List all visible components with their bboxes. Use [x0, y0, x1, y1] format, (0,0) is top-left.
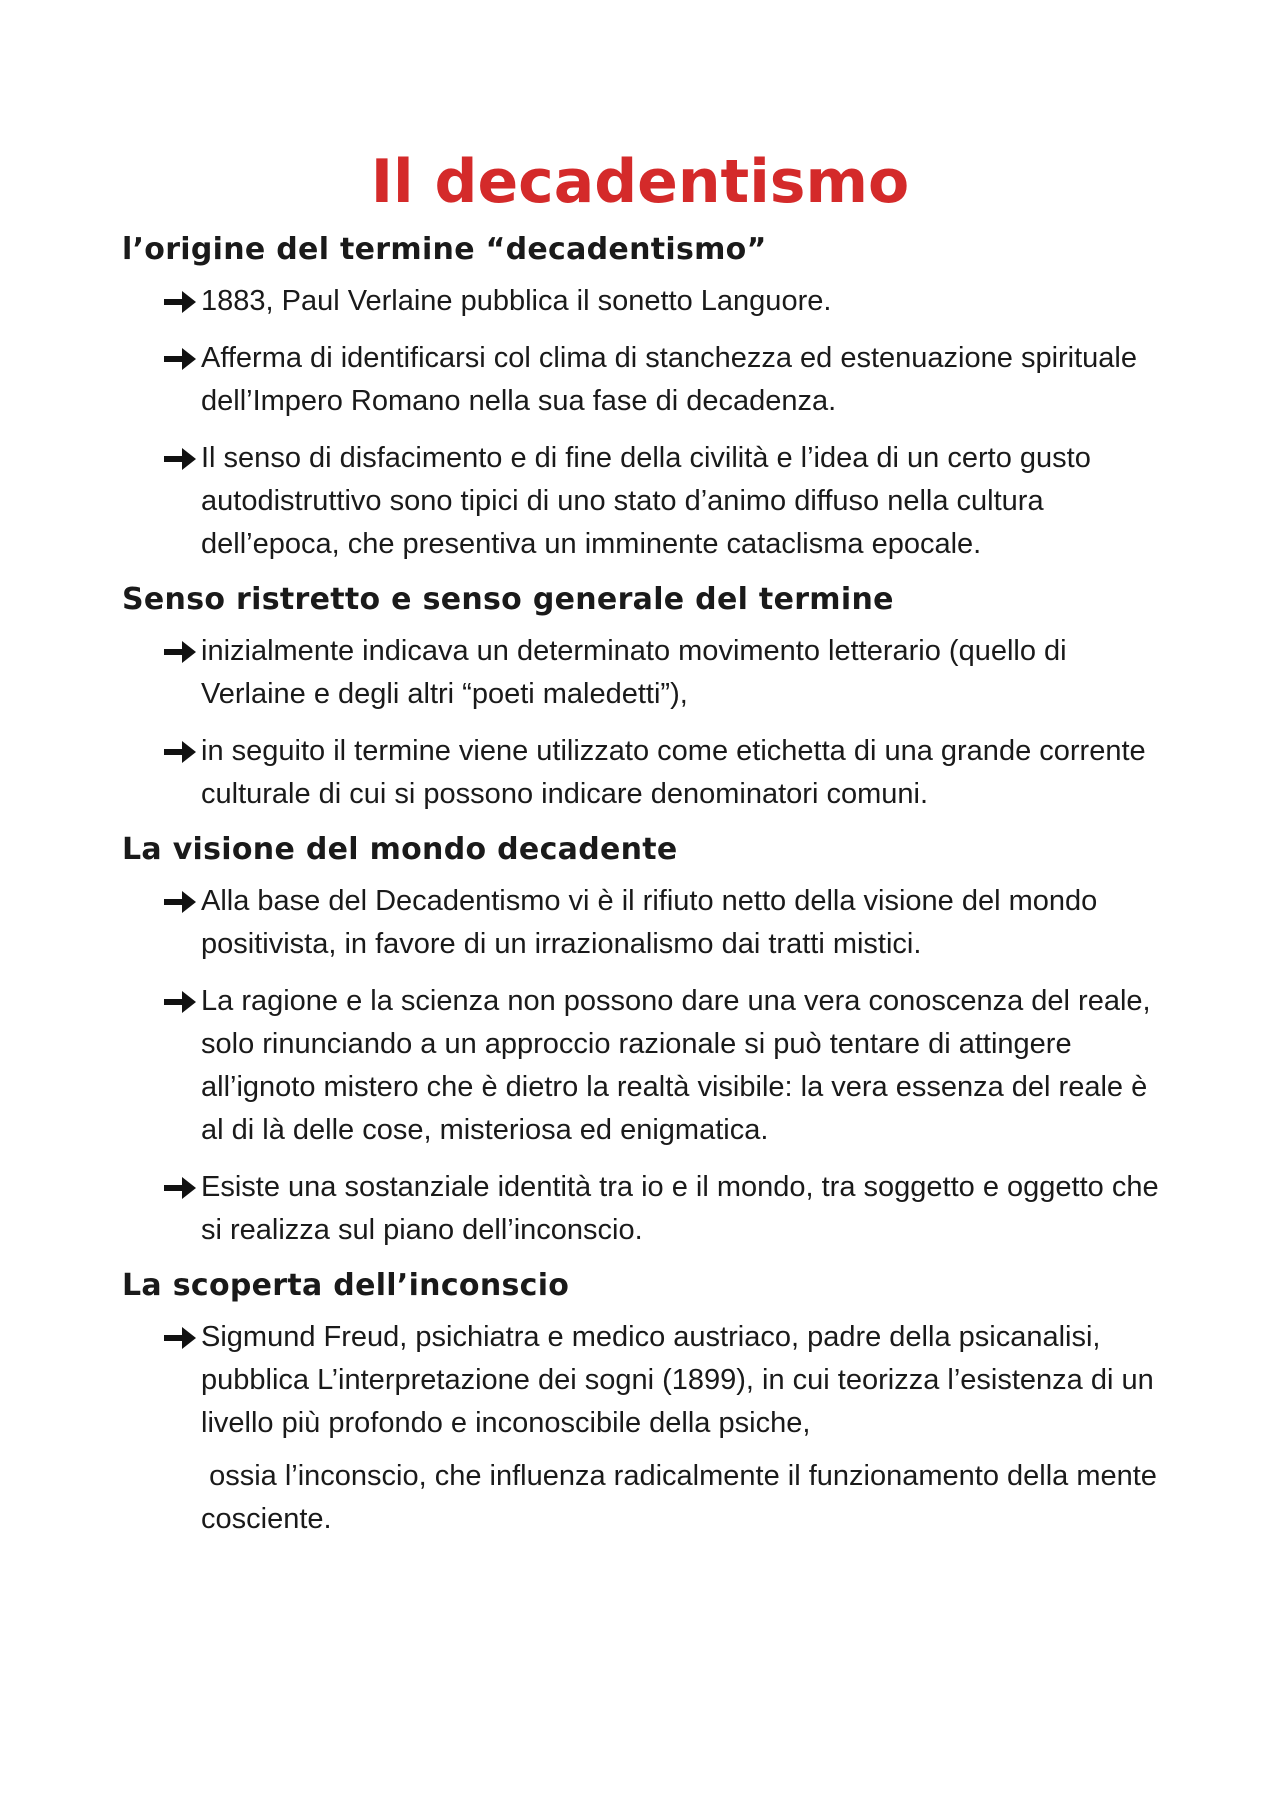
- section-list-origin: [122, 280, 1162, 566]
- right-arrow-icon: [162, 889, 198, 915]
- right-arrow-icon: [162, 739, 198, 765]
- list-item: [122, 880, 1162, 966]
- page-title: Il decadentismo: [370, 147, 910, 217]
- list-item: [122, 1316, 1162, 1445]
- section-heading-worldview: La visione del mondo decadente: [122, 832, 678, 867]
- section-meaning: [122, 580, 1162, 816]
- list-item: [122, 280, 1162, 323]
- right-arrow-icon: [162, 639, 198, 665]
- document-body: [122, 230, 1165, 1555]
- list-item: [122, 730, 1162, 816]
- section-worldview: [122, 830, 1162, 1252]
- list-item-text: La ragione e la scienza non possono dare una vera conoscenza del reale, solo rinunciando a un approccio razionale si può tentare di attingere all’ignoto mistero che è dietro la realtà visibile: la vera essenza del reale è al di là delle cose, misteriosa ed enigmatica.: [201, 985, 1151, 1146]
- list-item-text: inizialmente indicava un determinato movimento letterario (quello di Verlaine e degli altri “poeti maledetti”),: [201, 635, 1067, 710]
- right-arrow-icon: [162, 346, 198, 372]
- section-origin: [122, 230, 1162, 566]
- list-item: [122, 337, 1162, 423]
- section-list-meaning: [122, 630, 1162, 816]
- list-item: [122, 630, 1162, 716]
- section-unconscious: [122, 1266, 1165, 1541]
- list-item-text: Il senso di disfacimento e di fine della civilità e l’idea di un certo gusto autodistruttivo sono tipici di uno stato d’animo diffuso nella cultura dell’epoca, che presentiva un imminente cataclisma epocale.: [201, 442, 1091, 560]
- section-list-unconscious: [122, 1316, 1165, 1541]
- right-arrow-icon: [162, 289, 198, 315]
- list-item-text: 1883, Paul Verlaine pubblica il sonetto Languore.: [201, 285, 832, 317]
- list-item: [122, 980, 1162, 1152]
- list-item: [122, 1166, 1162, 1252]
- list-item-text: Afferma di identificarsi col clima di stanchezza ed estenuazione spirituale dell’Impero Romano nella sua fase di decadenza.: [201, 342, 1138, 417]
- list-item-text: ossia l’inconscio, che influenza radicalmente il funzionamento della mente cosciente.: [201, 1460, 1165, 1535]
- section-heading-meaning: Senso ristretto e senso generale del termine: [122, 582, 894, 617]
- list-item-text: Esiste una sostanziale identità tra io e il mondo, tra soggetto e oggetto che si realizza sul piano dell’inconscio.: [201, 1171, 1159, 1246]
- section-heading-unconscious: La scoperta dell’inconscio: [122, 1268, 570, 1303]
- list-item-text: in seguito il termine viene utilizzato come etichetta di una grande corrente culturale di cui si possono indicare denominatori comuni.: [201, 735, 1146, 810]
- right-arrow-icon: [162, 1325, 198, 1351]
- list-item: [122, 437, 1162, 566]
- list-item-text: Sigmund Freud, psichiatra e medico austriaco, padre della psicanalisi, pubblica L’interpretazione dei sogni (1899), in cui teorizza l’esistenza di un livello più profondo e inconoscibile della psiche,: [201, 1321, 1154, 1439]
- section-list-worldview: [122, 880, 1162, 1252]
- list-item-text: Alla base del Decadentismo vi è il rifiuto netto della visione del mondo positivista, in favore di un irrazionalismo dai tratti mistici.: [201, 885, 1098, 960]
- list-item-continuation: [122, 1455, 1165, 1541]
- section-heading-origin: l’origine del termine “decadentismo”: [122, 232, 767, 267]
- right-arrow-icon: [162, 989, 198, 1015]
- right-arrow-icon: [162, 446, 198, 472]
- right-arrow-icon: [162, 1175, 198, 1201]
